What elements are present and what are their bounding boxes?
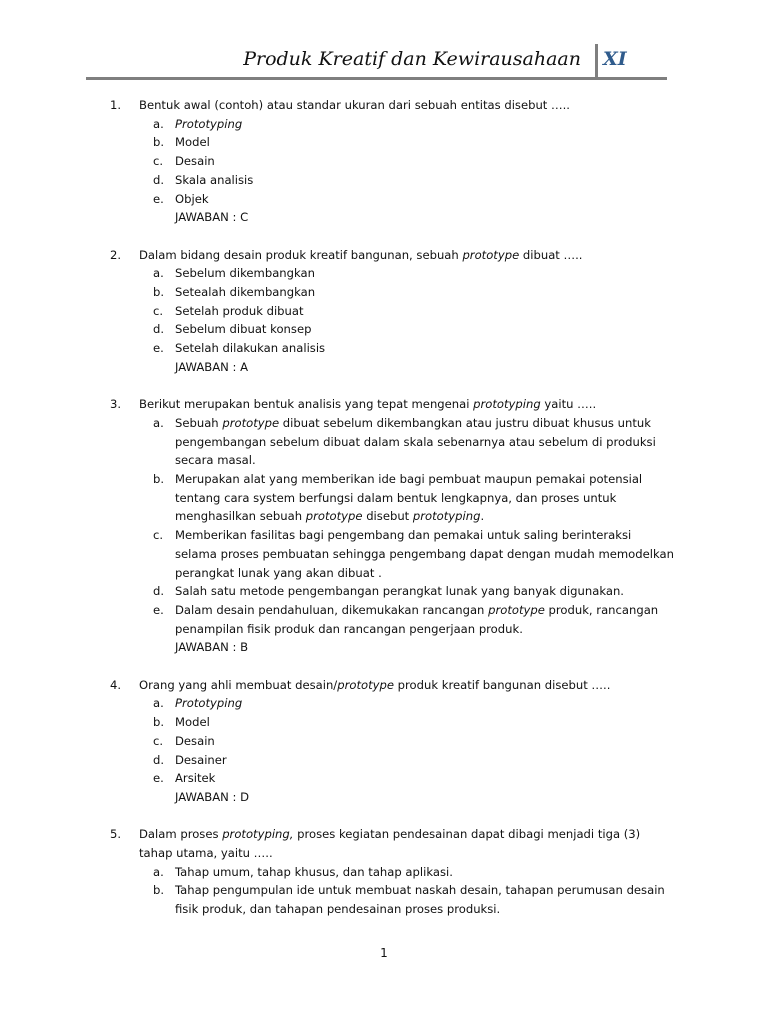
- option-a: a. Tahap umum, tahap khusus, dan tahap aplikasi.: [153, 864, 453, 879]
- question-number: 4.: [110, 677, 122, 692]
- question-list: [110, 96, 674, 938]
- answer-key: JAWABAN : C: [175, 210, 249, 225]
- question-4: [110, 676, 674, 807]
- option-e: e. Objek: [153, 191, 209, 206]
- option-a: a. Prototyping: [153, 116, 243, 131]
- question-1: [110, 96, 674, 227]
- question-number: 1.: [110, 98, 122, 112]
- header-rule: [86, 77, 667, 80]
- option-d: d. Sebelum dibuat konsep: [153, 322, 312, 337]
- header-divider: [595, 44, 598, 80]
- option-c: c. Setelah produk dibuat: [153, 303, 304, 318]
- option-b: b. Model: [153, 715, 210, 730]
- question-number: 2.: [110, 247, 122, 262]
- option-b: b. Merupakan alat yang memberikan ide bagi pembuat maupun pemakai potensial tentang cara system berfungsi dalam bentuk lengkapnya, dan proses untuk menghasilkan sebuah prototype disebut prototyping.: [153, 472, 643, 524]
- option-d: d. Salah satu metode pengembangan perangkat lunak yang banyak digunakan.: [153, 584, 624, 599]
- question-number: 5.: [110, 827, 122, 842]
- option-e: e. Dalam desain pendahuluan, dikemukakan rancangan prototype produk, rancangan penampilan fisik produk dan rancangan pengerjaan produk.: [153, 602, 659, 636]
- option-b: b. Tahap pengumpulan ide untuk membuat naskah desain, tahapan perumusan desain fisik produk, dan tahapan pendesainan proses produksi.: [153, 883, 665, 917]
- option-a: a. Sebelum dikembangkan: [153, 266, 315, 281]
- question-2: [110, 246, 674, 377]
- question-stem: Dalam bidang desain produk kreatif bangunan, sebuah prototype dibuat …..: [139, 247, 583, 262]
- answer-key: JAWABAN : B: [175, 640, 249, 655]
- page-number: 1: [380, 946, 388, 960]
- question-stem: Berikut merupakan bentuk analisis yang tepat mengenai prototyping yaitu …..: [139, 397, 597, 412]
- question-stem: Dalam proses prototyping, proses kegiatan pendesainan dapat dibagi menjadi tiga (3) tahap utama, yaitu …..: [139, 827, 641, 861]
- page-header: [86, 44, 667, 80]
- question-stem: Bentuk awal (contoh) atau standar ukuran dari sebuah entitas disebut …..: [139, 98, 570, 112]
- option-d: d. Skala analisis: [153, 172, 254, 187]
- option-e: e. Arsitek: [153, 771, 216, 786]
- option-a: a. Sebuah prototype dibuat sebelum dikembangkan atau justru dibuat khusus untuk pengembangan sebelum dibuat dalam skala sebenarnya atau sebelum di produksi secara masal.: [153, 415, 656, 468]
- option-e: e. Setelah dilakukan analisis: [153, 341, 326, 356]
- question-number: 3.: [110, 397, 122, 412]
- option-c: c. Memberikan fasilitas bagi pengembang dan pemakai untuk saling berinteraksi selama proses pembuatan sehingga pengembang dapat dengan mudah memodelkan perangkat lunak yang akan dibuat .: [153, 528, 674, 580]
- option-b: b. Setealah dikembangkan: [153, 285, 316, 300]
- option-c: c. Desain: [153, 733, 215, 748]
- question-3: [110, 395, 674, 657]
- answer-key: JAWABAN : D: [175, 789, 250, 804]
- question-stem: Orang yang ahli membuat desain/prototype produk kreatif bangunan disebut …..: [139, 677, 611, 692]
- option-a: a. Prototyping: [153, 696, 243, 711]
- header-grade: XI: [603, 48, 627, 70]
- option-d: d. Desainer: [153, 752, 227, 767]
- option-b: b. Model: [153, 135, 210, 150]
- answer-key: JAWABAN : A: [175, 359, 249, 374]
- question-5: [110, 825, 674, 919]
- header-title: Produk Kreatif dan Kewirausahaan: [243, 48, 581, 70]
- option-c: c. Desain: [153, 154, 215, 169]
